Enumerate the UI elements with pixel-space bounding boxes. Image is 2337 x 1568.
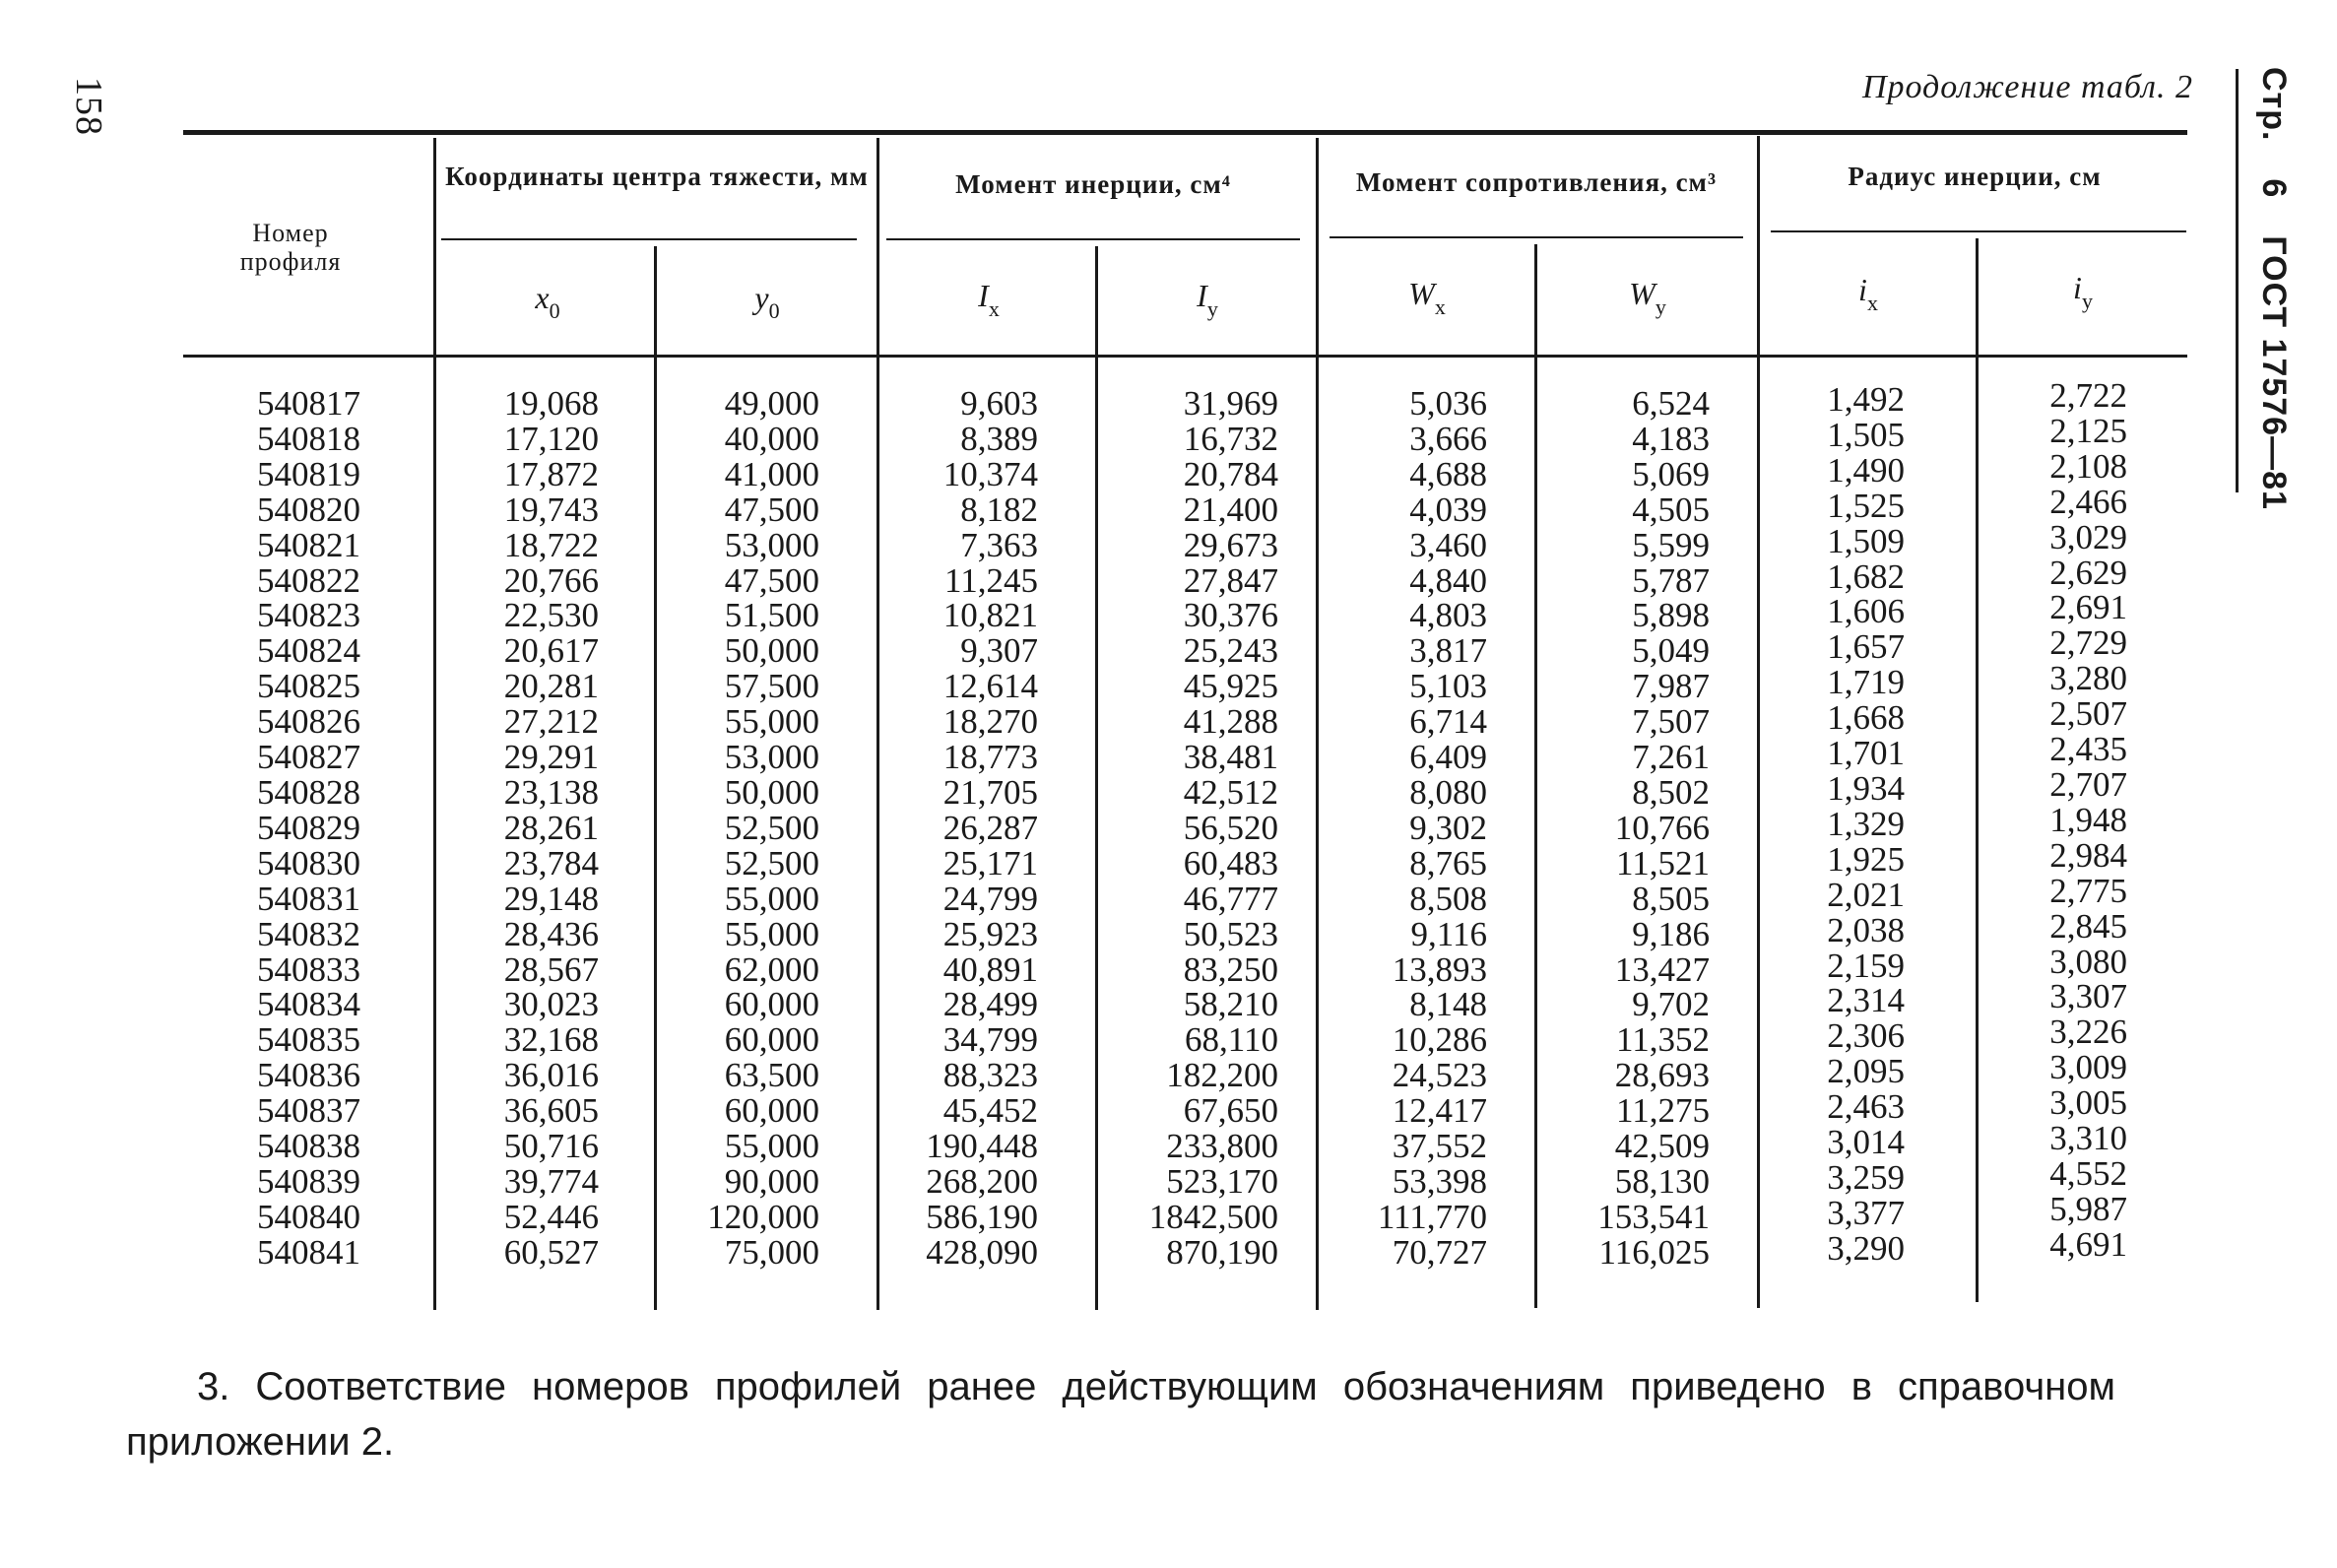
table-cell: 8,080 — [1409, 772, 1487, 812]
table-cell: 31,969 — [1183, 384, 1278, 423]
table-cell: 53,000 — [724, 525, 819, 564]
table-cell: 26,287 — [942, 808, 1038, 847]
table-cell: 17,872 — [503, 454, 599, 493]
table-cell: 120,000 — [707, 1197, 819, 1236]
table-cell: 41,000 — [724, 454, 819, 493]
table-cell: 9,302 — [1409, 808, 1487, 847]
table-cell: 36,605 — [503, 1091, 599, 1131]
table-cell: 540836 — [257, 1056, 360, 1095]
table-cell: 11,275 — [1616, 1091, 1710, 1131]
table-cell: 10,374 — [942, 454, 1038, 493]
table-cell: 49,000 — [724, 384, 819, 423]
table-cell: 153,541 — [1597, 1197, 1710, 1236]
table-cell: 540838 — [257, 1127, 360, 1166]
table-cell: 540820 — [257, 490, 360, 529]
table-cell: 50,523 — [1183, 914, 1278, 953]
table-cell: 29,291 — [503, 738, 599, 777]
table-cell: 116,025 — [1598, 1232, 1710, 1272]
table-cell: 2,021 — [1827, 875, 1905, 914]
table-cell: 5,787 — [1632, 560, 1710, 600]
table-cell: 38,481 — [1183, 738, 1278, 777]
table-cell: 8,389 — [960, 419, 1038, 458]
page-number: 158 — [68, 77, 109, 136]
table-cell: 50,716 — [503, 1127, 599, 1166]
column-ix-radius — [1783, 382, 1905, 1267]
table-cell: 2,463 — [1827, 1087, 1905, 1127]
table-cell: 41,288 — [1183, 702, 1278, 742]
side-standard: ГОСТ 17576—81 — [2255, 235, 2293, 510]
table-cell: 4,840 — [1409, 560, 1487, 600]
table-cell: 9,116 — [1410, 914, 1487, 953]
table-cell: 60,000 — [724, 985, 819, 1024]
table-cell: 25,923 — [942, 914, 1038, 953]
column-wy — [1566, 386, 1710, 1271]
table-cell: 540818 — [257, 419, 360, 458]
table-cell: 2,314 — [1827, 981, 1905, 1020]
table-cell: 28,436 — [503, 914, 599, 953]
table-cell: 52,500 — [724, 808, 819, 847]
table-cell: 428,090 — [926, 1232, 1038, 1272]
side-rule — [2236, 69, 2239, 492]
table-cell: 20,784 — [1183, 454, 1278, 493]
table-cell: 68,110 — [1185, 1020, 1278, 1060]
table-cell: 2,466 — [2049, 482, 2127, 521]
table-cell: 870,190 — [1166, 1232, 1278, 1272]
table-cell: 70,727 — [1392, 1232, 1487, 1272]
table-cell: 11,352 — [1616, 1020, 1710, 1060]
table-cell: 540825 — [257, 667, 360, 706]
column-iy-inertia — [1123, 386, 1278, 1271]
table-cell: 16,732 — [1183, 419, 1278, 458]
table-cell: 30,023 — [503, 985, 599, 1024]
table-cell: 540824 — [257, 631, 360, 671]
table-top-rule — [183, 130, 2187, 135]
table-continuation-caption: Продолжение табл. 2 — [1861, 69, 2193, 105]
table-cell: 182,200 — [1166, 1056, 1278, 1095]
column-divider — [1757, 136, 1760, 1308]
table-cell: 1,719 — [1827, 663, 1905, 702]
table-cell: 57,500 — [724, 667, 819, 706]
table-cell: 21,705 — [942, 772, 1038, 812]
column-divider — [1534, 244, 1537, 1308]
table-cell: 55,000 — [724, 702, 819, 742]
table-cell: 5,036 — [1409, 384, 1487, 423]
table-cell: 9,702 — [1632, 985, 1710, 1024]
table-cell: 39,774 — [503, 1161, 599, 1201]
table-cell: 50,000 — [724, 631, 819, 671]
header-section-modulus: Момент сопротивления, см³ — [1355, 167, 1718, 197]
table-cell: 11,521 — [1616, 843, 1710, 882]
table-cell: 2,159 — [1827, 946, 1905, 985]
table-cell: 8,148 — [1409, 985, 1487, 1024]
table-cell: 8,182 — [960, 490, 1038, 529]
table-cell: 55,000 — [724, 1127, 819, 1166]
table-cell: 540835 — [257, 1020, 360, 1060]
table-cell: 3,080 — [2049, 942, 2127, 981]
column-divider — [433, 138, 436, 1310]
table-cell: 540823 — [257, 596, 360, 635]
table-cell: 4,039 — [1409, 490, 1487, 529]
table-cell: 7,987 — [1632, 667, 1710, 706]
table-cell: 52,500 — [724, 843, 819, 882]
table-cell: 2,435 — [2049, 730, 2127, 769]
table-cell: 540819 — [257, 454, 360, 493]
table-cell: 1,682 — [1827, 556, 1905, 596]
subheader-ix-inertia: $I_x$ — [978, 278, 1000, 321]
table-cell: 5,069 — [1632, 454, 1710, 493]
table-cell: 2,775 — [2049, 871, 2127, 910]
column-ix-inertia — [896, 386, 1038, 1271]
table-cell: 24,799 — [942, 879, 1038, 918]
table-cell: 540834 — [257, 985, 360, 1024]
table-cell: 28,499 — [942, 985, 1038, 1024]
table-cell: 4,691 — [2049, 1224, 2127, 1264]
table-cell: 3,310 — [2049, 1119, 2127, 1158]
column-x0 — [463, 386, 599, 1271]
table-cell: 8,505 — [1632, 879, 1710, 918]
table-cell: 27,212 — [503, 702, 599, 742]
table-cell: 19,068 — [503, 384, 599, 423]
side-page-number: 6 — [2255, 178, 2293, 199]
table-cell: 540829 — [257, 808, 360, 847]
table-cell: 67,650 — [1183, 1091, 1278, 1131]
table-cell: 63,500 — [724, 1056, 819, 1095]
table-cell: 3,377 — [1827, 1193, 1905, 1232]
table-cell: 40,891 — [942, 949, 1038, 989]
table-cell: 3,460 — [1409, 525, 1487, 564]
table-cell: 2,845 — [2049, 906, 2127, 946]
table-cell: 28,693 — [1614, 1056, 1710, 1095]
column-divider — [1976, 238, 1979, 1302]
table-cell: 34,799 — [942, 1020, 1038, 1060]
table-cell: 8,765 — [1409, 843, 1487, 882]
table-cell: 540841 — [257, 1232, 360, 1272]
table-cell: 3,009 — [2049, 1048, 2127, 1087]
table-cell: 7,507 — [1632, 702, 1710, 742]
column-divider — [876, 138, 879, 1310]
table-cell: 37,552 — [1392, 1127, 1487, 1166]
table-cell: 1,668 — [1827, 698, 1905, 738]
group-rule-radius — [1771, 230, 2186, 232]
table-cell: 60,527 — [503, 1232, 599, 1272]
subheader-iy-radius: $i_y$ — [2073, 270, 2093, 313]
column-divider — [1316, 138, 1319, 1310]
table-cell: 62,000 — [724, 949, 819, 989]
table-cell: 1,490 — [1827, 450, 1905, 490]
table-cell: 1,509 — [1827, 521, 1905, 560]
table-cell: 18,722 — [503, 525, 599, 564]
table-cell: 3,259 — [1827, 1157, 1905, 1197]
table-cell: 11,245 — [944, 560, 1038, 600]
table-cell: 8,508 — [1409, 879, 1487, 918]
table-cell: 2,629 — [2049, 553, 2127, 592]
table-cell: 4,183 — [1632, 419, 1710, 458]
table-cell: 22,530 — [503, 596, 599, 635]
side-page-label: Стр. — [2255, 67, 2293, 142]
table-cell: 55,000 — [724, 914, 819, 953]
subheader-wy: $W_y$ — [1629, 276, 1666, 319]
table-cell: 268,200 — [926, 1161, 1038, 1201]
footnote-paragraph: 3. Соответствие номеров профилей ранее действующим обозначениям приведено в справочном приложении 2. — [126, 1365, 2115, 1464]
table-cell: 19,743 — [503, 490, 599, 529]
table-cell: 58,130 — [1614, 1161, 1710, 1201]
table-cell: 45,925 — [1183, 667, 1278, 706]
table-cell: 3,817 — [1409, 631, 1487, 671]
table-cell: 56,520 — [1183, 808, 1278, 847]
table-cell: 9,603 — [960, 384, 1038, 423]
table-cell: 32,168 — [503, 1020, 599, 1060]
table-cell: 1,492 — [1827, 380, 1905, 419]
table-cell: 55,000 — [724, 879, 819, 918]
table-cell: 45,452 — [942, 1091, 1038, 1131]
table-cell: 4,552 — [2049, 1153, 2127, 1193]
table-cell: 2,984 — [2049, 835, 2127, 875]
subheader-x0: $x_0$ — [535, 280, 560, 323]
table-cell: 3,029 — [2049, 517, 2127, 556]
table-cell: 12,417 — [1392, 1091, 1487, 1131]
column-divider — [1095, 246, 1098, 1310]
table-cell: 2,038 — [1827, 910, 1905, 949]
table-cell: 3,226 — [2049, 1013, 2127, 1052]
table-cell: 53,000 — [724, 738, 819, 777]
table-cell: 540840 — [257, 1197, 360, 1236]
table-cell: 4,688 — [1409, 454, 1487, 493]
table-cell: 13,893 — [1392, 949, 1487, 989]
column-divider — [654, 246, 657, 1310]
table-cell: 18,773 — [942, 738, 1038, 777]
column-wx — [1349, 386, 1487, 1271]
table-cell: 2,722 — [2049, 376, 2127, 415]
table-cell: 53,398 — [1392, 1161, 1487, 1201]
table-cell: 2,108 — [2049, 446, 2127, 486]
table-cell: 3,014 — [1827, 1123, 1905, 1162]
table-cell: 1,934 — [1827, 768, 1905, 808]
table-cell: 58,210 — [1183, 985, 1278, 1024]
table-cell: 17,120 — [503, 419, 599, 458]
table-cell: 60,483 — [1183, 843, 1278, 882]
table-cell: 540839 — [257, 1161, 360, 1201]
header-profile-number: Номер профиля — [239, 219, 342, 276]
table-cell: 47,500 — [724, 560, 819, 600]
table-cell: 21,400 — [1183, 490, 1278, 529]
table-cell: 540831 — [257, 879, 360, 918]
table-cell: 51,500 — [724, 596, 819, 635]
table-cell: 540837 — [257, 1091, 360, 1131]
table-cell: 1,606 — [1827, 592, 1905, 631]
table-cell: 4,505 — [1632, 490, 1710, 529]
table-cell: 111,770 — [1377, 1197, 1487, 1236]
table-cell: 10,766 — [1614, 808, 1710, 847]
table-cell: 6,714 — [1409, 702, 1487, 742]
table-cell: 42,509 — [1614, 1127, 1710, 1166]
table-cell: 18,270 — [942, 702, 1038, 742]
table-cell: 42,512 — [1183, 772, 1278, 812]
table-cell: 2,691 — [2049, 588, 2127, 627]
column-profile — [217, 386, 360, 1271]
table-cell: 28,261 — [503, 808, 599, 847]
header-center-of-gravity: Координаты центра тяжести, мм — [445, 162, 869, 191]
table-cell: 540830 — [257, 843, 360, 882]
group-rule-resistance — [1330, 236, 1743, 238]
table-cell: 7,261 — [1632, 738, 1710, 777]
table-cell: 540826 — [257, 702, 360, 742]
table-cell: 12,614 — [942, 667, 1038, 706]
subheader-ix-radius: $i_x$ — [1858, 272, 1878, 315]
table-cell: 540832 — [257, 914, 360, 953]
table-cell: 1,657 — [1827, 627, 1905, 667]
table-cell: 540822 — [257, 560, 360, 600]
table-cell: 1,525 — [1827, 486, 1905, 525]
table-cell: 20,281 — [503, 667, 599, 706]
table-cell: 1,329 — [1827, 804, 1905, 843]
table-cell: 8,502 — [1632, 772, 1710, 812]
table-cell: 29,673 — [1183, 525, 1278, 564]
table-cell: 50,000 — [724, 772, 819, 812]
subheader-wx: $W_x$ — [1408, 276, 1446, 319]
table-cell: 4,803 — [1409, 596, 1487, 635]
side-header — [2254, 67, 2293, 510]
table-cell: 190,448 — [926, 1127, 1038, 1166]
table-cell: 5,898 — [1632, 596, 1710, 635]
table-cell: 10,821 — [942, 596, 1038, 635]
table-cell: 75,000 — [724, 1232, 819, 1272]
table-cell: 9,186 — [1632, 914, 1710, 953]
column-iy-radius — [2009, 378, 2127, 1263]
table-cell: 20,766 — [503, 560, 599, 600]
table-cell: 540827 — [257, 738, 360, 777]
table-cell: 46,777 — [1183, 879, 1278, 918]
table-cell: 47,500 — [724, 490, 819, 529]
table-cell: 60,000 — [724, 1020, 819, 1060]
table-cell: 540828 — [257, 772, 360, 812]
table-cell: 3,307 — [2049, 977, 2127, 1016]
table-header-bottom-rule — [183, 355, 2187, 358]
table-cell: 3,280 — [2049, 659, 2127, 698]
table-cell: 25,243 — [1183, 631, 1278, 671]
table-cell: 27,847 — [1183, 560, 1278, 600]
table-cell: 2,507 — [2049, 694, 2127, 734]
table-cell: 24,523 — [1392, 1056, 1487, 1095]
table-cell: 28,567 — [503, 949, 599, 989]
header-radius-of-gyration: Радиус инерции, см — [1848, 162, 2102, 191]
table-cell: 3,005 — [2049, 1083, 2127, 1123]
table-cell: 13,427 — [1614, 949, 1710, 989]
table-cell: 29,148 — [503, 879, 599, 918]
table-cell: 1,925 — [1827, 839, 1905, 879]
table-cell: 2,729 — [2049, 623, 2127, 663]
table-cell: 540833 — [257, 949, 360, 989]
table-cell: 540821 — [257, 525, 360, 564]
table-cell: 9,307 — [960, 631, 1038, 671]
table-cell: 90,000 — [724, 1161, 819, 1201]
table-cell: 23,784 — [503, 843, 599, 882]
table-cell: 60,000 — [724, 1091, 819, 1131]
table-cell: 52,446 — [503, 1197, 599, 1236]
table-cell: 1,948 — [2049, 800, 2127, 839]
table-cell: 10,286 — [1392, 1020, 1487, 1060]
table-cell: 2,707 — [2049, 764, 2127, 804]
table-cell: 5,103 — [1409, 667, 1487, 706]
table-cell: 1842,500 — [1148, 1197, 1278, 1236]
table-cell: 30,376 — [1183, 596, 1278, 635]
table-cell: 523,170 — [1166, 1161, 1278, 1201]
table-cell: 1,505 — [1827, 415, 1905, 454]
table-cell: 586,190 — [926, 1197, 1038, 1236]
table-cell: 83,250 — [1183, 949, 1278, 989]
group-rule-coords — [441, 238, 857, 240]
table-cell: 7,363 — [960, 525, 1038, 564]
table-cell: 3,666 — [1409, 419, 1487, 458]
table-cell: 23,138 — [503, 772, 599, 812]
table-cell: 20,617 — [503, 631, 599, 671]
table-cell: 36,016 — [503, 1056, 599, 1095]
table-cell: 3,290 — [1827, 1228, 1905, 1268]
subheader-y0: $y_0$ — [754, 280, 780, 323]
column-y0 — [680, 386, 819, 1271]
table-cell: 2,095 — [1827, 1052, 1905, 1091]
table-cell: 233,800 — [1166, 1127, 1278, 1166]
table-cell: 88,323 — [942, 1056, 1038, 1095]
table-cell: 6,524 — [1632, 384, 1710, 423]
group-rule-inertia — [886, 238, 1300, 240]
table-cell: 6,409 — [1409, 738, 1487, 777]
table-cell: 2,125 — [2049, 411, 2127, 450]
table-cell: 540817 — [257, 384, 360, 423]
table-cell: 25,171 — [942, 843, 1038, 882]
table-cell: 5,599 — [1632, 525, 1710, 564]
table-cell: 2,306 — [1827, 1016, 1905, 1056]
table-cell: 5,049 — [1632, 631, 1710, 671]
table-cell: 1,701 — [1827, 734, 1905, 773]
header-moment-of-inertia: Момент инерции, см⁴ — [955, 169, 1231, 199]
table-cell: 40,000 — [724, 419, 819, 458]
table-cell: 5,987 — [2049, 1189, 2127, 1228]
subheader-iy-inertia: $I_y$ — [1197, 278, 1218, 321]
